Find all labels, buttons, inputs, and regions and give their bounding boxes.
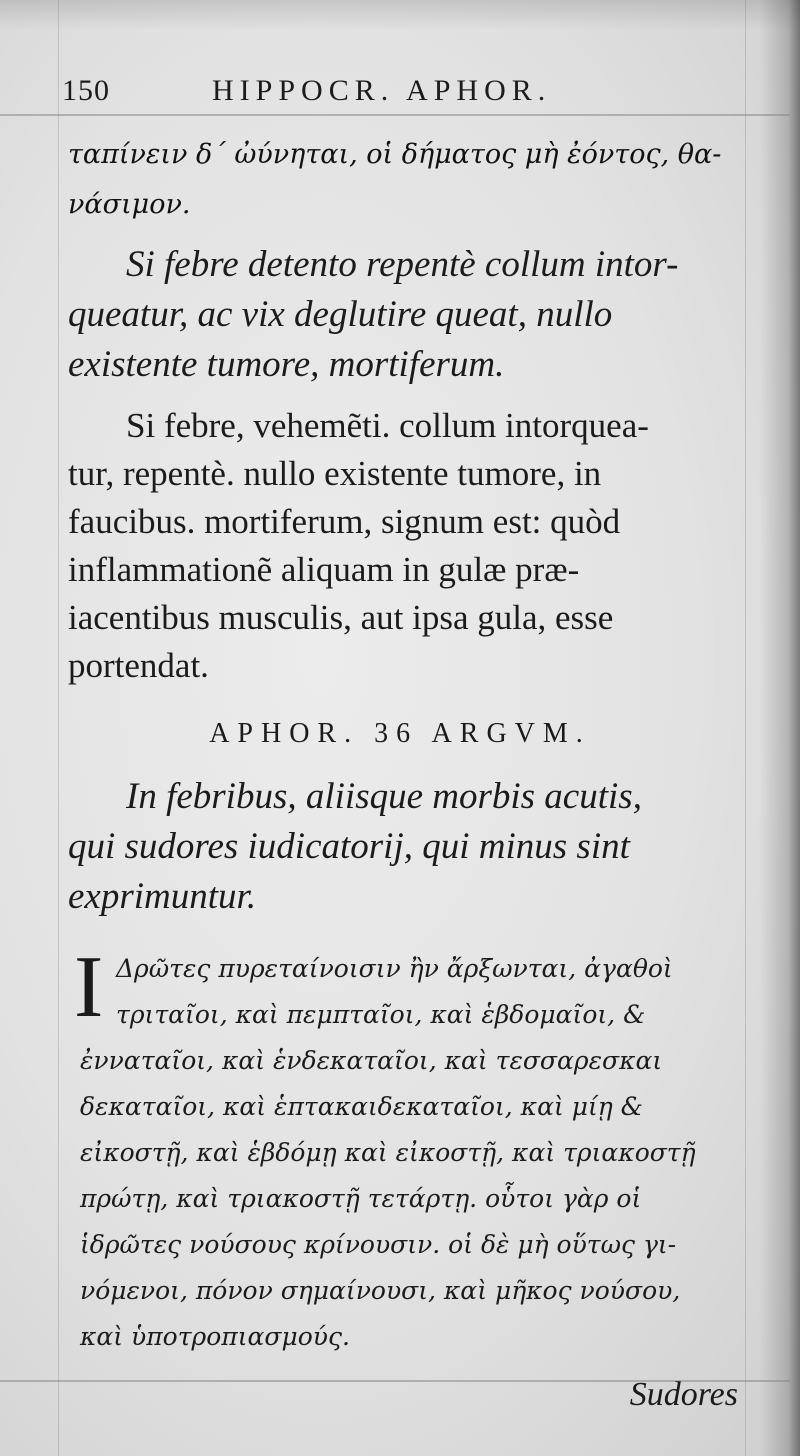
header-rule [0,114,790,116]
latin-line: queatur, ac vix deglutire queat, nullo [68,294,613,335]
greek-aphorism-line: δεκαταῖοι, καὶ ἑπτακαιδεκαταῖοι, καὶ μίῃ & [80,1092,643,1121]
running-title: HIPPOCR. APHOR. [212,74,552,107]
commentary-line: portendat. [68,646,209,685]
greek-aphorism [80,946,740,1360]
greek-continuation [68,130,733,230]
argument-line: qui sudores iudicatorij, qui minus sint [68,826,630,867]
page-edge-shadow-top [0,0,800,30]
running-head [62,74,682,114]
latin-line: existente tumore, mortiferum. [68,344,505,385]
greek-line: νάσιμον. [68,189,191,220]
greek-aphorism-line: ἐνναταῖοι, καὶ ἑνδεκαταῖοι, καὶ τεσσαρεσκαι [80,1046,663,1075]
greek-aphorism-line: ἱδρῶτες νούσους κρίνουσιν. οἱ δὲ μὴ οὕτως γι- [80,1230,677,1259]
commentary-line: inflammationẽ aliquam in gulæ præ- [68,550,580,589]
catchword: Sudores [629,1376,738,1413]
greek-aphorism-line: εἰκοστῇ, καὶ ἑβδόμῃ καὶ εἰκοστῇ, καὶ τριακοστῇ [80,1138,696,1167]
argument-text [68,772,733,922]
argument-line: In febribus, aliisque morbis acutis, [126,776,642,817]
greek-aphorism-line: Δρῶτες πυρεταίνοισιν ἢν ἄρξωνται, ἀγαθοὶ [116,954,673,983]
greek-aphorism-line: νόμενοι, πόνον σημαίνουσι, καὶ μῆκος νούσου, [80,1276,681,1305]
commentary-line: faucibus. mortiferum, signum est: quòd [68,502,621,541]
page-number: 150 [62,74,110,107]
greek-aphorism-line: πρώτῃ, καὶ τριακοστῇ τετάρτῃ. οὗτοι γὰρ οἱ [80,1184,642,1213]
greek-line: ταπίνειν δ΄ ὠύνηται, οἱ δήματος μὴ ἐόντος, θα- [68,139,722,170]
latin-line: Si febre detento repentè collum intor- [126,244,679,285]
commentary-line: iacentibus musculis, aut ipsa gula, esse [68,598,614,637]
greek-aphorism-line: καὶ ὑποτροπιασμούς. [80,1322,350,1351]
drop-cap: I [74,939,104,1036]
commentary-line: Si febre, vehemẽti. collum intorquea- [126,406,649,445]
greek-aphorism-line: τριταῖοι, καὶ πεμπταῖοι, καὶ ἑβδομαῖοι, & [116,1000,646,1029]
commentary-line: tur, repentè. nullo existente tumore, in [68,454,602,493]
argument-line: exprimuntur. [68,876,257,917]
latin-translation [68,240,733,390]
latin-commentary [68,402,733,690]
section-heading: APHOR. 36 ARGVM. [209,718,591,749]
